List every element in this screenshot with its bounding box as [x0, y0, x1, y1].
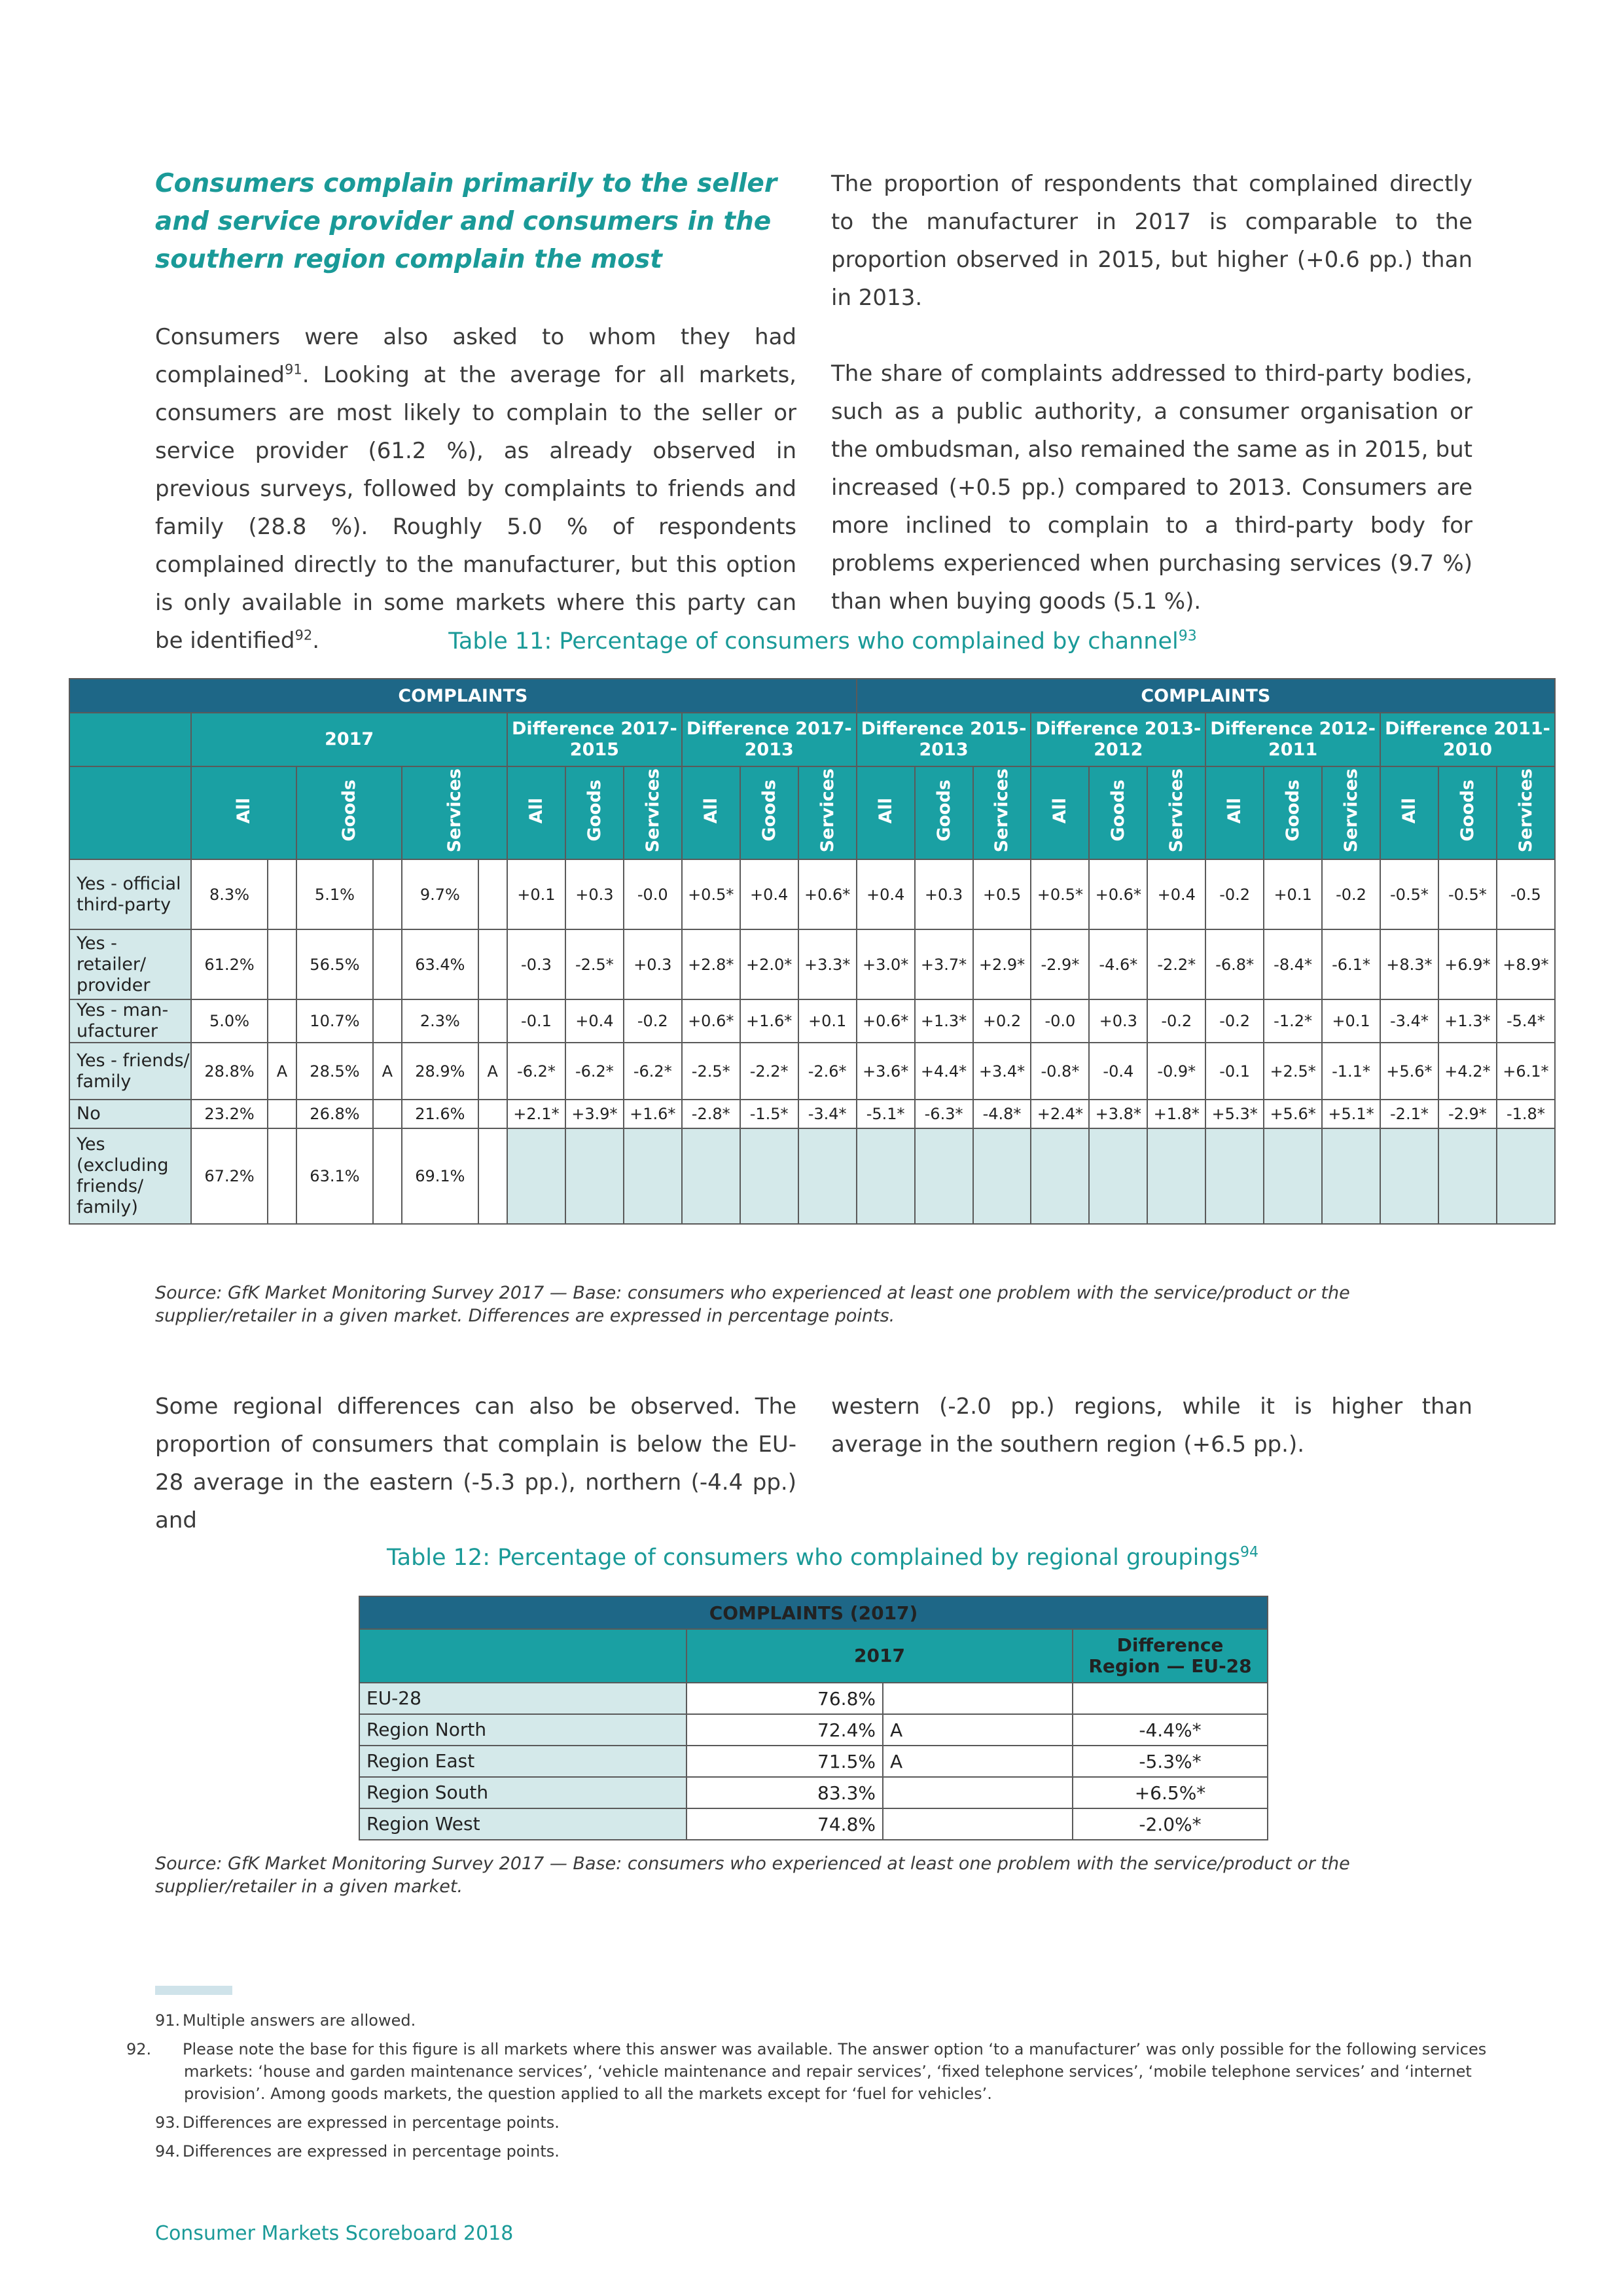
- cell-diff: +5.6*: [1380, 1043, 1438, 1100]
- cell-diff: +0.5: [973, 859, 1031, 929]
- cell-2017-services: 69.1%: [402, 1128, 478, 1224]
- region-value: 83.3%: [687, 1777, 883, 1808]
- region-value: 71.5%: [687, 1746, 883, 1777]
- table-11-caption-text: Table 11: Percentage of consumers who complained by channel: [448, 628, 1179, 655]
- cell-2017-all: 28.8%: [191, 1043, 267, 1100]
- footnote-93: [155, 2111, 1490, 2134]
- footnote-text: Please note the base for this figure is all markets where this answer was available. The answer option ‘to a manufacturer’ was only possible for the following services markets: ‘house and garden maintenance services’, ‘vehicle maintenance and repair services’, ‘fixed telephone services’, ‘mobile telephone services’ and ‘internet provision’. Among goods markets, the question applied to all the markets except for ‘fuel for vehicles’.: [183, 2040, 1487, 2103]
- table-12-header-empty: [359, 1629, 687, 1683]
- footnotes: [126, 2009, 1490, 2162]
- region-diff: -5.3%*: [1073, 1746, 1268, 1777]
- cell-diff: [1089, 1128, 1147, 1224]
- cell-diff: [1497, 1128, 1555, 1224]
- paragraph-1-text-a: Consumers were also asked to whom they had complained: [155, 324, 796, 388]
- cell-diff: +4.4*: [915, 1043, 973, 1100]
- cell-diff: -5.1*: [857, 1100, 915, 1128]
- cell-diff: +0.2: [973, 999, 1031, 1043]
- footnote-number: 91.: [155, 2011, 181, 2030]
- cell-2017-services-marker: [478, 1128, 507, 1224]
- subheader-services-2: [973, 766, 1031, 859]
- cell-diff: +0.6*: [1089, 859, 1147, 929]
- header-group-line-1: Difference 2013-2012: [1035, 719, 1202, 760]
- cell-diff: +0.5*: [1031, 859, 1089, 929]
- cell-diff: [857, 1128, 915, 1224]
- cell-diff: +0.4: [1147, 859, 1205, 929]
- subheader-services-label: Services: [444, 768, 465, 853]
- cell-diff: -3.4*: [798, 1100, 857, 1128]
- region-marker: A: [883, 1746, 1073, 1777]
- subheader-label: Goods: [758, 780, 779, 842]
- cell-2017-all-marker: [268, 999, 296, 1043]
- cell-diff: [507, 1128, 565, 1224]
- table-row: [69, 999, 1555, 1043]
- subheader-label: All: [1224, 797, 1245, 824]
- cell-diff: +0.4: [565, 999, 624, 1043]
- footnote-divider: [155, 1986, 232, 1995]
- region-label: Region West: [359, 1808, 687, 1840]
- footnote-92: [126, 2038, 1490, 2105]
- cell-diff: -0.2: [1322, 859, 1380, 929]
- footnote-ref-93[interactable]: 93: [1178, 628, 1197, 645]
- cell-diff: [1322, 1128, 1380, 1224]
- subheader-label: Services: [991, 768, 1012, 853]
- cell-2017-services: 28.9%: [402, 1043, 478, 1100]
- cell-2017-goods: 63.1%: [296, 1128, 372, 1224]
- subheader-services: [402, 766, 507, 859]
- cell-diff: -0.5*: [1438, 859, 1497, 929]
- region-label: Region East: [359, 1746, 687, 1777]
- cell-diff: -0.5: [1497, 859, 1555, 929]
- cell-diff: -0.4: [1089, 1043, 1147, 1100]
- cell-diff: +2.1*: [507, 1100, 565, 1128]
- paragraph-2: The proportion of respondents that complained directly to the manufacturer in 2017 is comparable to the proportion observed in 2015, but higher (+0.6 pp.) than in 2013.: [831, 171, 1472, 311]
- subheader-services-3: [1147, 766, 1205, 859]
- subheader-goods-2: [915, 766, 973, 859]
- cell-diff: +1.8*: [1147, 1100, 1205, 1128]
- cell-2017-services-marker: [478, 999, 507, 1043]
- cell-diff: [915, 1128, 973, 1224]
- cell-diff: +3.7*: [915, 929, 973, 999]
- right-column: [831, 165, 1472, 620]
- footnote-text: Differences are expressed in percentage points.: [183, 2113, 560, 2132]
- subheader-all-1: [682, 766, 740, 859]
- header-group-3: [1031, 713, 1205, 766]
- cell-diff: +3.8*: [1089, 1100, 1147, 1128]
- subheader-services-4: [1322, 766, 1380, 859]
- table-row: [359, 1714, 1268, 1746]
- cell-diff: -0.2: [1205, 999, 1264, 1043]
- cell-diff: +5.3*: [1205, 1100, 1264, 1128]
- cell-diff: +1.3*: [1438, 999, 1497, 1043]
- cell-diff: -2.1*: [1380, 1100, 1438, 1128]
- header-group-0: [507, 713, 682, 766]
- cell-diff: -0.1: [1205, 1043, 1264, 1100]
- subheader-services-1: [798, 766, 857, 859]
- cell-diff: -2.9*: [1031, 929, 1089, 999]
- cell-diff: +3.6*: [857, 1043, 915, 1100]
- cell-diff: +0.1: [507, 859, 565, 929]
- cell-diff: [1147, 1128, 1205, 1224]
- cell-diff: [682, 1128, 740, 1224]
- subheader-label: Services: [1515, 768, 1536, 853]
- cell-diff: -2.6*: [798, 1043, 857, 1100]
- table-12-header-2017: 2017: [687, 1629, 1073, 1683]
- row-label: No: [69, 1100, 191, 1128]
- table-row: [359, 1777, 1268, 1808]
- table-row: [69, 1128, 1555, 1224]
- cell-diff: +1.3*: [915, 999, 973, 1043]
- subheader-label: Goods: [584, 780, 605, 842]
- cell-diff: +3.9*: [565, 1100, 624, 1128]
- cell-2017-goods: 56.5%: [296, 929, 372, 999]
- header-group-line-1: Difference 2017-2015: [511, 719, 677, 760]
- page-footer: Consumer Markets Scoreboard 2018: [155, 2222, 514, 2245]
- paragraph-1: [155, 318, 796, 660]
- cell-diff: +1.6*: [740, 999, 798, 1043]
- paragraph-1-text-c: .: [312, 628, 320, 654]
- cell-diff: -0.9*: [1147, 1043, 1205, 1100]
- cell-diff: -1.2*: [1264, 999, 1322, 1043]
- cell-diff: +0.4: [740, 859, 798, 929]
- header-group-4: [1205, 713, 1380, 766]
- complaints-by-region-table: [359, 1596, 1268, 1840]
- cell-2017-all: 61.2%: [191, 929, 267, 999]
- paragraph-4: Some regional differences can also be observed. The proportion of consumers that complain is below the EU-28 average in the eastern (-5.3 pp.), northern (-4.4 pp.) and: [155, 1393, 796, 1534]
- section-heading: Consumers complain primarily to the seller and service provider and consumers in the southern region complain the most: [155, 169, 777, 274]
- cell-diff: -2.9*: [1438, 1100, 1497, 1128]
- footnote-ref-92[interactable]: 92: [294, 627, 313, 643]
- cell-diff: +0.6*: [798, 859, 857, 929]
- subheader-goods-5: [1438, 766, 1497, 859]
- cell-diff: -0.2: [1147, 999, 1205, 1043]
- cell-2017-goods-marker: A: [373, 1043, 402, 1100]
- region-label: EU-28: [359, 1683, 687, 1714]
- cell-diff: -2.5*: [565, 929, 624, 999]
- cell-diff: -5.4*: [1497, 999, 1555, 1043]
- table-11-caption: [155, 628, 1490, 655]
- cell-diff: +8.9*: [1497, 929, 1555, 999]
- cell-diff: -0.5*: [1380, 859, 1438, 929]
- table-12-header: COMPLAINTS (2017): [359, 1596, 1268, 1629]
- subheader-all-3: [1031, 766, 1089, 859]
- cell-diff: [740, 1128, 798, 1224]
- cell-diff: +4.2*: [1438, 1043, 1497, 1100]
- cell-diff: -1.5*: [740, 1100, 798, 1128]
- header-2017: 2017: [191, 713, 507, 766]
- cell-diff: +8.3*: [1380, 929, 1438, 999]
- cell-2017-goods: 5.1%: [296, 859, 372, 929]
- cell-2017-goods-marker: [373, 859, 402, 929]
- cell-diff: +6.9*: [1438, 929, 1497, 999]
- region-diff: -2.0%*: [1073, 1808, 1268, 1840]
- footnote-number: 94.: [155, 2142, 181, 2161]
- table-row: [359, 1746, 1268, 1777]
- header-empty-corner: [69, 713, 191, 766]
- cell-diff: +6.1*: [1497, 1043, 1555, 1100]
- cell-diff: [798, 1128, 857, 1224]
- header-group-line-1: Difference 2017-2013: [686, 719, 852, 760]
- table-12-caption: [155, 1545, 1490, 1571]
- footnote-text: Differences are expressed in percentage points.: [183, 2142, 560, 2161]
- subheader-all-5: [1380, 766, 1438, 859]
- region-value: 76.8%: [687, 1683, 883, 1714]
- subheader-label: Goods: [933, 780, 954, 842]
- subheader-label: All: [1399, 797, 1419, 824]
- cell-diff: -0.2: [1205, 859, 1264, 929]
- cell-2017-all-marker: [268, 1100, 296, 1128]
- row-label: Yes - official third-party: [69, 859, 191, 929]
- cell-diff: +0.1: [798, 999, 857, 1043]
- subheader-all: [191, 766, 296, 859]
- subheader-label: Services: [817, 768, 838, 853]
- paragraph-3: The share of complaints addressed to third-party bodies, such as a public authority, a consumer organisation or the ombudsman, also remained the same as in 2015, but increased (+0.5 pp.) compared to 2013. Consumers are more inclined to complain to a third-party body for problems experienced when purchasing services (9.7 %) than when buying goods (5.1 %).: [831, 361, 1472, 615]
- cell-diff: +0.3: [565, 859, 624, 929]
- complaints-by-channel-table: [69, 678, 1556, 1225]
- cell-2017-all: 23.2%: [191, 1100, 267, 1128]
- region-diff: [1073, 1683, 1268, 1714]
- table-row: [69, 1100, 1555, 1128]
- cell-2017-all-marker: A: [268, 1043, 296, 1100]
- header-empty-corner-2: [69, 766, 191, 859]
- region-marker: [883, 1808, 1073, 1840]
- cell-diff: -6.2*: [624, 1043, 682, 1100]
- subheader-label: All: [1050, 797, 1071, 824]
- header-group-2: [857, 713, 1031, 766]
- cell-2017-goods-marker: [373, 999, 402, 1043]
- cell-diff: +0.1: [1264, 859, 1322, 929]
- cell-2017-services: 9.7%: [402, 859, 478, 929]
- table-12-source: Source: GfK Market Monitoring Survey 2017 — Base: consumers who experienced at least one problem with the service/product or the supplier/retailer in a given market.: [155, 1854, 1350, 1897]
- cell-diff: +2.9*: [973, 929, 1031, 999]
- cell-diff: +3.0*: [857, 929, 915, 999]
- cell-diff: [624, 1128, 682, 1224]
- header-group-line-1: Difference 2012-2011: [1210, 719, 1376, 760]
- paragraph-5: western (-2.0 pp.) regions, while it is higher than average in the southern region (+6.5 pp.).: [831, 1393, 1472, 1458]
- subheader-goods-4: [1264, 766, 1322, 859]
- table-12-header-diff: Difference Region — EU-28: [1073, 1629, 1268, 1683]
- cell-diff: +3.3*: [798, 929, 857, 999]
- left-column: [155, 318, 796, 660]
- cell-2017-goods: 28.5%: [296, 1043, 372, 1100]
- footnote-ref-91[interactable]: 91: [284, 361, 302, 378]
- cell-diff: +0.3: [1089, 999, 1147, 1043]
- row-label: Yes - retailer/ provider: [69, 929, 191, 999]
- cell-diff: +2.4*: [1031, 1100, 1089, 1128]
- cell-diff: -4.6*: [1089, 929, 1147, 999]
- cell-diff: [1264, 1128, 1322, 1224]
- header-complaints-right: COMPLAINTS: [857, 679, 1555, 713]
- cell-2017-goods: 10.7%: [296, 999, 372, 1043]
- cell-diff: -6.8*: [1205, 929, 1264, 999]
- footnote-ref-94[interactable]: 94: [1240, 1544, 1258, 1561]
- cell-diff: [1380, 1128, 1438, 1224]
- subheader-label: All: [526, 797, 546, 824]
- header-group-line-1: Difference 2011-2010: [1385, 719, 1550, 760]
- cell-diff: +0.5*: [682, 859, 740, 929]
- subheader-all-4: [1205, 766, 1264, 859]
- cell-diff: +2.8*: [682, 929, 740, 999]
- subheader-label: Goods: [1457, 780, 1478, 842]
- left-column-lower: [155, 1388, 796, 1539]
- table-row: [69, 859, 1555, 929]
- cell-diff: [1438, 1128, 1497, 1224]
- subheader-goods-1: [740, 766, 798, 859]
- cell-2017-all-marker: [268, 1128, 296, 1224]
- subheader-goods-3: [1089, 766, 1147, 859]
- subheader-label: Goods: [1108, 780, 1129, 842]
- region-label: Region North: [359, 1714, 687, 1746]
- subheader-label: Services: [1341, 768, 1361, 853]
- row-label: Yes (excluding friends/ family): [69, 1128, 191, 1224]
- region-diff: -4.4%*: [1073, 1714, 1268, 1746]
- cell-diff: +1.6*: [624, 1100, 682, 1128]
- subheader-all-label: All: [234, 797, 255, 824]
- cell-diff: +0.1: [1322, 999, 1380, 1043]
- cell-diff: +2.0*: [740, 929, 798, 999]
- cell-2017-services-marker: [478, 929, 507, 999]
- region-marker: [883, 1777, 1073, 1808]
- table-row: [359, 1808, 1268, 1840]
- subheader-label: Goods: [1283, 780, 1304, 842]
- cell-diff: +3.4*: [973, 1043, 1031, 1100]
- cell-2017-services: 63.4%: [402, 929, 478, 999]
- cell-diff: -0.1: [507, 999, 565, 1043]
- header-complaints-left: COMPLAINTS: [69, 679, 857, 713]
- cell-2017-all-marker: [268, 929, 296, 999]
- cell-diff: +0.6*: [682, 999, 740, 1043]
- cell-diff: +0.3: [624, 929, 682, 999]
- cell-diff: +2.5*: [1264, 1043, 1322, 1100]
- cell-diff: -0.2: [624, 999, 682, 1043]
- cell-2017-services-marker: A: [478, 1043, 507, 1100]
- subheader-label: Services: [1166, 768, 1187, 853]
- cell-diff: [1031, 1128, 1089, 1224]
- cell-diff: [1205, 1128, 1264, 1224]
- header-group-1: [682, 713, 857, 766]
- cell-diff: -0.0: [1031, 999, 1089, 1043]
- subheader-services-0: [624, 766, 682, 859]
- cell-diff: -1.8*: [1497, 1100, 1555, 1128]
- cell-diff: +5.1*: [1322, 1100, 1380, 1128]
- right-column-lower: [831, 1388, 1472, 1463]
- cell-2017-services-marker: [478, 1100, 507, 1128]
- table-11-source: Source: GfK Market Monitoring Survey 2017 — Base: consumers who experienced at least one problem with the service/product or the supplier/retailer in a given market. Differences are expressed in percentage points.: [155, 1283, 1350, 1326]
- header-group-line-1: Difference 2015-2013: [861, 719, 1027, 760]
- cell-2017-all-marker: [268, 859, 296, 929]
- cell-diff: -6.3*: [915, 1100, 973, 1128]
- header-group-5: [1380, 713, 1555, 766]
- cell-diff: -0.8*: [1031, 1043, 1089, 1100]
- cell-2017-goods-marker: [373, 1128, 402, 1224]
- cell-diff: -6.2*: [507, 1043, 565, 1100]
- cell-diff: -4.8*: [973, 1100, 1031, 1128]
- cell-diff: -2.2*: [740, 1043, 798, 1100]
- subheader-goods-label: Goods: [339, 780, 360, 842]
- cell-2017-services: 21.6%: [402, 1100, 478, 1128]
- cell-diff: +0.4: [857, 859, 915, 929]
- subheader-label: All: [875, 797, 896, 824]
- table-row: [69, 1043, 1555, 1100]
- cell-diff: -2.2*: [1147, 929, 1205, 999]
- cell-diff: [973, 1128, 1031, 1224]
- cell-diff: -6.2*: [565, 1043, 624, 1100]
- table-row: [69, 929, 1555, 999]
- table-row: [359, 1683, 1268, 1714]
- region-value: 74.8%: [687, 1808, 883, 1840]
- cell-diff: +5.6*: [1264, 1100, 1322, 1128]
- subheader-all-2: [857, 766, 915, 859]
- subheader-all-0: [507, 766, 565, 859]
- cell-diff: -0.0: [624, 859, 682, 929]
- region-value: 72.4%: [687, 1714, 883, 1746]
- cell-2017-all: 8.3%: [191, 859, 267, 929]
- region-diff: +6.5%*: [1073, 1777, 1268, 1808]
- subheader-services-5: [1497, 766, 1555, 859]
- region-marker: [883, 1683, 1073, 1714]
- cell-diff: -3.4*: [1380, 999, 1438, 1043]
- region-label: Region South: [359, 1777, 687, 1808]
- cell-diff: +0.6*: [857, 999, 915, 1043]
- cell-2017-goods-marker: [373, 929, 402, 999]
- cell-diff: -2.8*: [682, 1100, 740, 1128]
- subheader-goods-0: [565, 766, 624, 859]
- footnote-text: Multiple answers are allowed.: [183, 2011, 416, 2030]
- cell-diff: +0.3: [915, 859, 973, 929]
- table-12-caption-text: Table 12: Percentage of consumers who complained by regional groupings: [387, 1545, 1240, 1571]
- footnote-91: [155, 2009, 1490, 2032]
- paragraph-1-text-b: . Looking at the average for all markets, consumers are most likely to complain to the seller or service provider (61.2 %), as already observed in previous surveys, followed by complaints to friends and family (28.8 %). Roughly 5.0 % of respondents complained directly to the manufacturer, but this option is only available in some markets where this party can be identified: [155, 362, 796, 654]
- cell-2017-all: 5.0%: [191, 999, 267, 1043]
- cell-diff: -1.1*: [1322, 1043, 1380, 1100]
- cell-2017-goods: 26.8%: [296, 1100, 372, 1128]
- row-label: Yes - man-ufacturer: [69, 999, 191, 1043]
- cell-diff: -6.1*: [1322, 929, 1380, 999]
- row-label: Yes - friends/ family: [69, 1043, 191, 1100]
- cell-diff: [565, 1128, 624, 1224]
- subheader-label: Services: [642, 768, 663, 853]
- cell-2017-services: 2.3%: [402, 999, 478, 1043]
- footnote-number: 93.: [155, 2113, 181, 2132]
- cell-diff: -2.5*: [682, 1043, 740, 1100]
- cell-2017-goods-marker: [373, 1100, 402, 1128]
- footnote-number: 92.: [126, 2040, 152, 2058]
- footnote-94: [155, 2140, 1490, 2162]
- subheader-goods: [296, 766, 402, 859]
- region-marker: A: [883, 1714, 1073, 1746]
- subheader-label: All: [700, 797, 721, 824]
- cell-diff: -0.3: [507, 929, 565, 999]
- cell-2017-all: 67.2%: [191, 1128, 267, 1224]
- cell-2017-services-marker: [478, 859, 507, 929]
- cell-diff: -8.4*: [1264, 929, 1322, 999]
